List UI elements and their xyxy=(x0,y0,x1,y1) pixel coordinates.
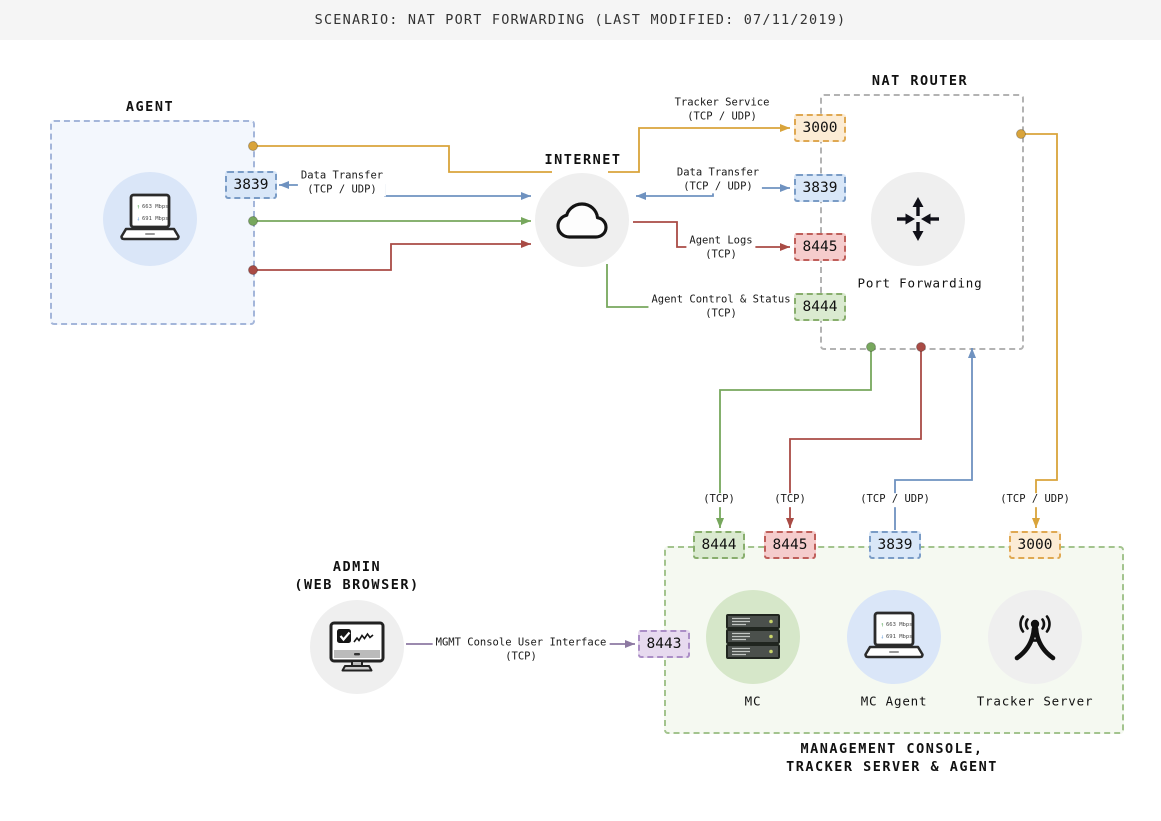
label-data-transfer-right xyxy=(674,166,762,193)
label-agent-control xyxy=(648,293,793,320)
mc-label: MC xyxy=(744,693,762,709)
internet-node xyxy=(535,173,629,267)
svg-text:↓: ↓ xyxy=(880,633,885,641)
label-agent-logs xyxy=(686,234,755,261)
label-line: Data Transfer xyxy=(300,169,384,182)
port-chip-nat-3000: 3000 xyxy=(794,114,846,142)
label-line: (TCP) xyxy=(705,307,737,319)
svg-text:691 Mbps: 691 Mbps xyxy=(886,634,913,640)
label-line: (TCP) xyxy=(505,650,537,662)
port-chip-mc-8444: 8444 xyxy=(693,531,745,559)
label-data-transfer-left xyxy=(298,169,386,196)
label-tracker-service xyxy=(672,96,773,123)
label-line: (TCP / UDP) xyxy=(683,180,753,192)
management-caption-line2: TRACKER SERVER & AGENT xyxy=(786,759,998,775)
label-line: (TCP / UDP) xyxy=(307,183,377,195)
laptop-icon xyxy=(116,192,184,246)
management-caption-line1: MANAGEMENT CONSOLE, xyxy=(800,740,984,757)
svg-text:663 Mbps: 663 Mbps xyxy=(886,622,913,628)
label-line: Tracker Service xyxy=(674,96,770,109)
port-chip-nat-8445: 8445 xyxy=(794,233,846,261)
svg-text:691 Mbps: 691 Mbps xyxy=(142,216,169,222)
admin-title-line1: ADMIN xyxy=(332,558,382,575)
flow-line-agent-logs-out xyxy=(253,244,531,270)
label-line: Agent Logs xyxy=(689,234,753,247)
label-line: Data Transfer xyxy=(676,166,760,179)
port-chip-agent-3839: 3839 xyxy=(225,171,277,199)
internet-title: INTERNET xyxy=(544,152,622,168)
label-proto-3000: (TCP / UDP) xyxy=(997,493,1073,507)
svg-text:↓: ↓ xyxy=(136,215,141,223)
label-line: Agent Control & Status xyxy=(651,293,791,306)
label-line: (TCP / UDP) xyxy=(687,110,757,122)
scenario-title-bar xyxy=(0,0,1161,40)
tracker-server-label: Tracker Server xyxy=(976,693,1094,709)
port-chip-nat-8444: 8444 xyxy=(794,293,846,321)
management-caption xyxy=(786,740,998,776)
label-proto-8444: (TCP) xyxy=(700,493,738,507)
label-mgmt-console xyxy=(433,636,610,663)
port-chip-nat-3839: 3839 xyxy=(794,174,846,202)
agent-title: AGENT xyxy=(125,99,175,115)
laptop-icon xyxy=(860,610,928,664)
port-forwarding-node xyxy=(871,172,965,266)
tracker-server-node xyxy=(988,590,1082,684)
label-proto-8445: (TCP) xyxy=(771,493,809,507)
radio-tower-icon xyxy=(1008,611,1062,663)
svg-text:663 Mbps: 663 Mbps xyxy=(142,204,169,210)
scenario-title: SCENARIO: NAT PORT FORWARDING (LAST MODIFIED: 07/11/2019) xyxy=(314,12,847,28)
label-proto-3839: (TCP / UDP) xyxy=(857,493,933,507)
admin-node xyxy=(310,600,404,694)
svg-text:↑: ↑ xyxy=(880,621,885,629)
admin-title-line2: (WEB BROWSER) xyxy=(294,577,420,593)
port-chip-mc-8443: 8443 xyxy=(638,630,690,658)
flow-line-tracker-down xyxy=(1021,134,1057,528)
port-chip-mc-8445: 8445 xyxy=(764,531,816,559)
mc-agent-node xyxy=(847,590,941,684)
port-chip-mc-3000: 3000 xyxy=(1009,531,1061,559)
mc-agent-label: MC Agent xyxy=(860,693,928,709)
port-forwarding-arrows-icon xyxy=(892,193,944,245)
nat-router-title: NAT ROUTER xyxy=(871,73,969,89)
admin-title xyxy=(294,558,419,594)
label-line: (TCP) xyxy=(705,248,737,260)
port-chip-mc-3839: 3839 xyxy=(869,531,921,559)
cloud-icon xyxy=(549,194,615,246)
port-forwarding-caption: Port Forwarding xyxy=(857,275,983,291)
agent-node xyxy=(103,172,197,266)
monitor-icon xyxy=(326,619,388,675)
label-line: MGMT Console User Interface xyxy=(435,636,607,649)
svg-text:↑: ↑ xyxy=(136,203,141,211)
server-rack-icon xyxy=(723,612,783,662)
mc-node xyxy=(706,590,800,684)
